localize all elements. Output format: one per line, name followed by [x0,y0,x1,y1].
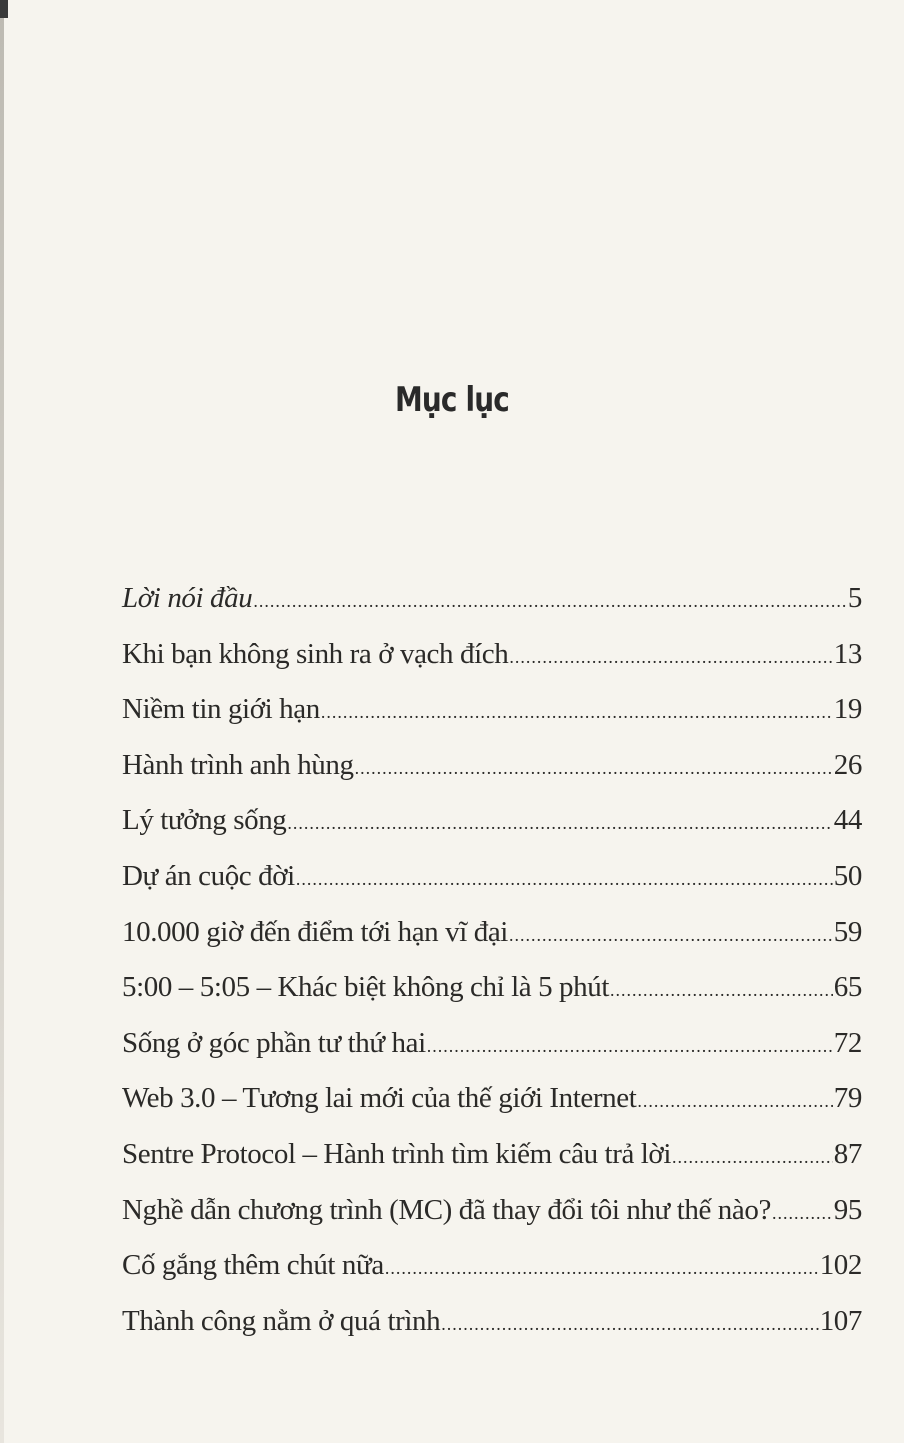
toc-entry-title: Hành trình anh hùng [122,748,354,781]
toc-entry-title: Cố gắng thêm chút nữa [122,1249,384,1282]
toc-entry-title: Nghề dẫn chương trình (MC) đã thay đổi tôi như thế nào? [122,1193,771,1226]
table-of-contents [122,582,862,1360]
toc-entry-title: Dự án cuộc đời [122,859,295,892]
dot-leader [610,980,833,1001]
toc-entry-page: 26 [833,748,862,781]
toc-entry [122,1138,862,1194]
dot-leader [296,869,833,890]
toc-entry-page: 95 [833,1193,862,1226]
dot-leader [441,1314,818,1335]
dot-leader [672,1147,833,1168]
toc-entry-page: 65 [833,971,862,1004]
toc-entry [122,916,862,972]
toc-entry [122,1305,862,1361]
dot-leader [772,1203,833,1224]
toc-entry-page: 13 [833,637,862,670]
dot-leader [287,813,832,834]
toc-entry [122,693,862,749]
toc-entry-title: 5:00 – 5:05 – Khác biệt không chỉ là 5 phút [122,971,610,1004]
toc-entry [122,804,862,860]
toc-entry [122,582,862,638]
toc-entry [122,1082,862,1138]
toc-entry-page: 19 [833,693,862,726]
page-title: Mục lục [394,380,510,420]
toc-entry-page: 87 [833,1137,862,1170]
toc-entry-page: 5 [847,582,862,614]
toc-entry-page: 79 [833,1082,862,1115]
toc-entry-title: Web 3.0 – Tương lai mới của thế giới Internet [122,1082,637,1115]
toc-entry-title: Lý tưởng sống [122,804,287,837]
toc-entry-page: 102 [819,1249,862,1282]
toc-entry-title: Sentre Protocol – Hành trình tìm kiếm câu trả lời [122,1137,672,1170]
toc-entry [122,971,862,1027]
toc-entry [122,638,862,694]
toc-entry [122,749,862,805]
toc-entry-page: 50 [833,859,862,892]
toc-entry-page: 72 [833,1026,862,1059]
page-edge-shadow [0,0,4,1443]
toc-entry [122,1027,862,1083]
toc-entry-title: Lời nói đầu [122,582,253,614]
toc-entry-page: 107 [819,1304,862,1337]
toc-entry-title: Sống ở góc phần tư thứ hai [122,1026,426,1059]
dot-leader [355,758,833,779]
toc-entry-title: 10.000 giờ đến điểm tới hạn vĩ đại [122,915,508,948]
dot-leader [253,591,847,612]
dot-leader [509,647,832,668]
toc-entry-page: 44 [833,804,862,837]
toc-entry [122,1194,862,1250]
dot-leader [427,1036,833,1057]
toc-entry-title: Thành công nằm ở quá trình [122,1304,441,1337]
toc-entry-page: 59 [833,915,862,948]
dot-leader [321,702,833,723]
toc-entry [122,860,862,916]
toc-entry-title: Khi bạn không sinh ra ở vạch đích [122,637,509,670]
toc-entry-title: Niềm tin giới hạn [122,693,320,726]
toc-entry [122,1249,862,1305]
dot-leader [385,1258,819,1279]
scan-corner-mark [0,0,8,18]
dot-leader [637,1091,832,1112]
dot-leader [509,925,833,946]
